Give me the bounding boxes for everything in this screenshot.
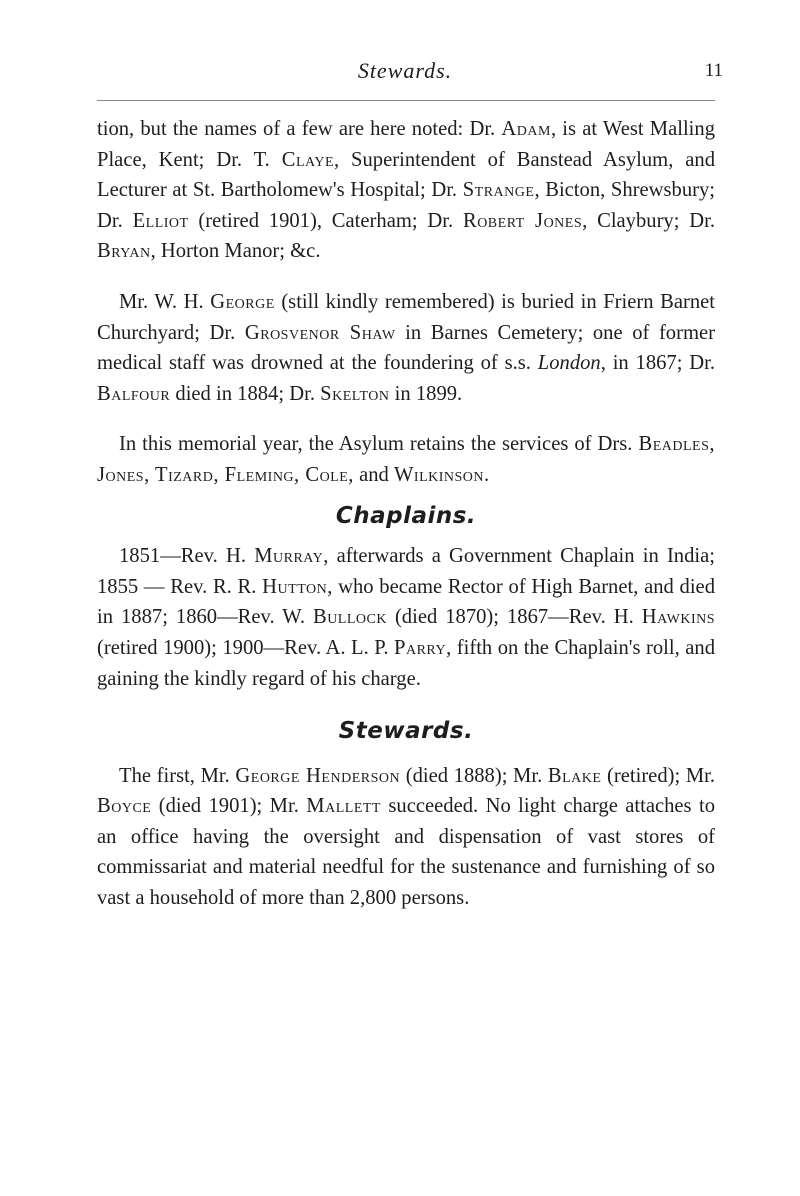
surname: Murray xyxy=(254,545,324,568)
surname-list: Beadles, Jones, Tizard, Fleming, Cole, xyxy=(97,433,715,486)
text-run: , who became Rector of High Barnet, and died in 1887; 1860—Rev. W. xyxy=(97,575,715,629)
section-heading-chaplains: Chaplains. xyxy=(335,502,477,529)
surname: Hutton xyxy=(262,575,328,598)
surname: Boyce xyxy=(97,795,152,818)
ship-name: London xyxy=(537,352,601,375)
text-run: (died 1870); 1867—Rev. H. xyxy=(386,606,642,629)
text-run: (retired 1900); 1900—Rev. A. L. P. xyxy=(97,636,395,659)
text-run: , fifth on the Chaplain's roll, and gaining the kindly regard of his charge. xyxy=(97,636,715,690)
running-head xyxy=(95,58,723,92)
surname: Bryan xyxy=(97,240,151,263)
text-run: in Barnes Cemetery; one of former medical staff was drowned at the foundering of s.s. xyxy=(97,321,715,375)
surname: George Henderson xyxy=(235,764,401,787)
text-run: In this memorial year, the Asylum retains the services of Drs. xyxy=(119,433,639,456)
surname: Robert Jones xyxy=(462,209,583,232)
surname: Strange xyxy=(462,179,535,202)
text-run: (retired 1901), Caterham; Dr. xyxy=(188,209,463,232)
surname: Bullock xyxy=(312,606,387,629)
text-run: Mr. W. H. xyxy=(119,290,211,313)
text-run: succeeded. No light charge attaches to an office having the oversight and dispensation of vast stores of commissariat and material needful for the sustenance and furnishing of so vast a household of more than 2,800 persons. xyxy=(97,795,715,910)
text-run: , Superintendent of Banstead Asylum, and Lecturer at St. Bartholomew's Hospital; Dr. xyxy=(97,148,715,202)
surname: Mallett xyxy=(306,795,381,818)
text-run: tion, but the names of a few are here noted: Dr. xyxy=(97,118,502,140)
text-run: , Bicton, Shrewsbury; Dr. xyxy=(97,179,715,232)
surname: Grosvenor Shaw xyxy=(244,321,396,344)
paragraph-chaplains xyxy=(97,541,715,694)
surname: Hawkins xyxy=(641,606,716,629)
surname: Blake xyxy=(547,764,602,787)
text-run: (died 1901); Mr. xyxy=(151,795,307,818)
text-run: in 1899. xyxy=(389,382,463,405)
section-heading-stewards: Stewards. xyxy=(338,718,474,745)
text-run: (died 1888); Mr. xyxy=(400,764,548,787)
text-run: , is at West Malling Place, Kent; Dr. T. xyxy=(97,118,715,171)
text-run: . xyxy=(484,463,490,486)
header-rule xyxy=(97,100,715,101)
text-run: , Claybury; Dr. xyxy=(582,209,716,232)
paragraph-current-staff xyxy=(97,429,715,490)
text-run: , Horton Manor; &c. xyxy=(150,240,321,263)
text-run: died in 1884; Dr. xyxy=(170,382,321,405)
page-number: 11 xyxy=(704,60,723,81)
text-run: (still kindly remembered) is buried in Friern Barnet Churchyard; Dr. xyxy=(97,290,715,344)
text-run: (retired); Mr. xyxy=(601,764,716,787)
surname: Adam xyxy=(501,118,551,140)
surname: George xyxy=(210,290,275,313)
surname: Elliot xyxy=(132,209,189,232)
paragraph-stewards xyxy=(97,761,715,914)
surname: Wilkinson xyxy=(393,463,485,486)
text-run: 1851—Rev. H. xyxy=(119,545,255,568)
text-run: and xyxy=(353,463,394,486)
paragraph-medical-staff xyxy=(97,114,715,267)
text-run: The first, Mr. xyxy=(119,764,236,787)
text-run: , in 1867; Dr. xyxy=(600,352,716,375)
surname: Parry xyxy=(394,636,447,659)
surname: Balfour xyxy=(97,382,171,405)
page-body xyxy=(97,114,715,914)
paragraph-deceased-staff xyxy=(97,287,715,409)
surname: Claye xyxy=(281,148,334,171)
running-title: Stewards. xyxy=(357,58,453,83)
surname: Skelton xyxy=(320,382,390,405)
text-run: , afterwards a Government Chaplain in India; 1855 — Rev. R. R. xyxy=(97,545,715,598)
